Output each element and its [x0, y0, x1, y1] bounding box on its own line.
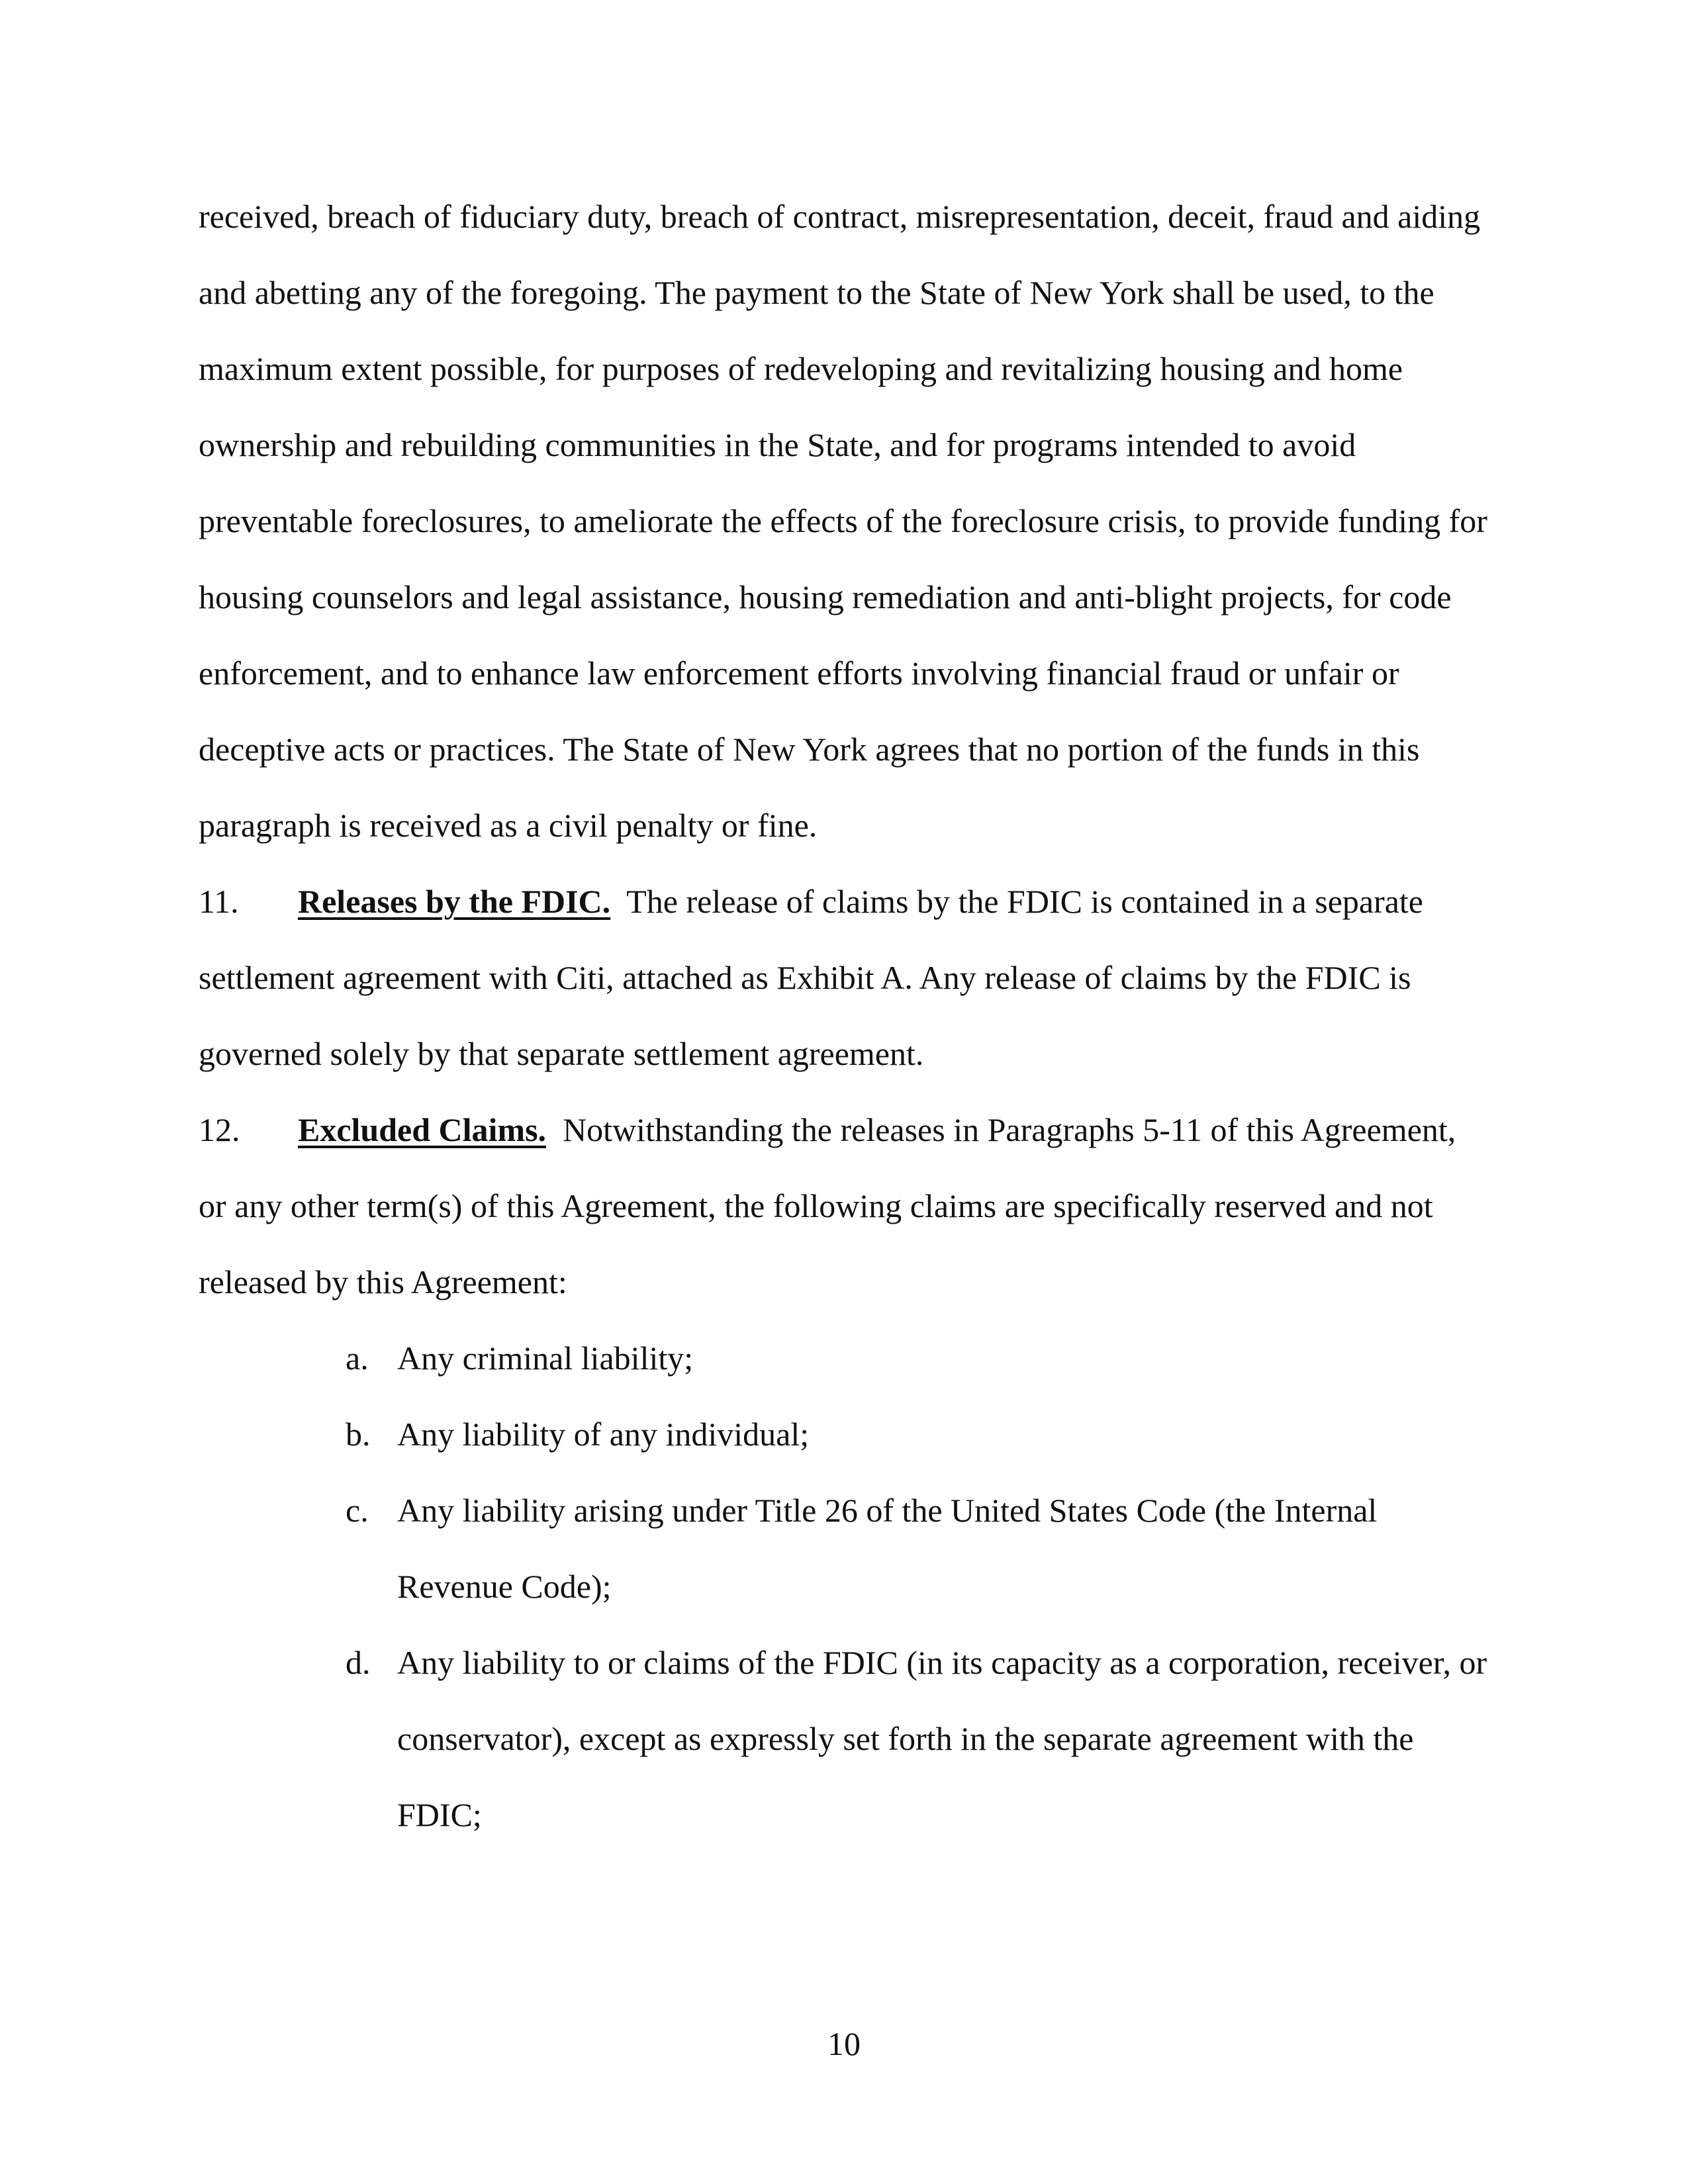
list-item-letter: d.	[346, 1644, 371, 1681]
page-number: 10	[827, 2025, 861, 2062]
paragraph-line: paragraph is received as a civil penalty or fine.	[199, 807, 818, 844]
section-11-first-line-text: The release of claims by the FDIC is contained in a separate	[610, 883, 1424, 920]
list-item-line: Any liability of any individual;	[397, 1416, 810, 1453]
list-item-line: Any liability arising under Title 26 of the United States Code (the Internal	[397, 1492, 1378, 1529]
section-11-first-line	[298, 882, 1423, 921]
paragraph-line: received, breach of fiduciary duty, breach of contract, misrepresentation, deceit, fraud and aiding	[199, 198, 1481, 235]
section-12-first-line-text: Notwithstanding the releases in Paragraphs 5-11 of this Agreement,	[546, 1111, 1456, 1148]
section-12-heading: Excluded Claims.	[298, 1111, 547, 1148]
paragraph-line: deceptive acts or practices. The State of New York agrees that no portion of the funds in this	[199, 731, 1420, 768]
paragraph-line: released by this Agreement:	[199, 1263, 567, 1300]
list-item-letter: a.	[346, 1340, 369, 1377]
paragraph-line: settlement agreement with Citi, attached as Exhibit A. Any release of claims by the FDIC is	[199, 959, 1411, 996]
paragraph-line: enforcement, and to enhance law enforcement efforts involving financial fraud or unfair or	[199, 655, 1399, 692]
list-item-line: FDIC;	[397, 1796, 482, 1833]
section-11-heading: Releases by the FDIC.	[298, 883, 611, 920]
paragraph-line: maximum extent possible, for purposes of redeveloping and revitalizing housing and home	[199, 350, 1403, 387]
list-item-line: Any criminal liability;	[397, 1340, 694, 1377]
paragraph-line: housing counselors and legal assistance, housing remediation and anti-blight projects, for code	[199, 578, 1452, 615]
list-item-letter: b.	[346, 1416, 371, 1453]
paragraph-line: or any other term(s) of this Agreement, the following claims are specifically reserved and not	[199, 1187, 1433, 1224]
paragraph-line: ownership and rebuilding communities in the State, and for programs intended to avoid	[199, 426, 1356, 463]
paragraph-line: and abetting any of the foregoing. The payment to the State of New York shall be used, to the	[199, 274, 1434, 311]
section-11-number: 11.	[199, 883, 239, 920]
paragraph-line: governed solely by that separate settlement agreement.	[199, 1035, 924, 1072]
list-item-line: conservator), except as expressly set forth in the separate agreement with the	[397, 1720, 1414, 1757]
section-12-number: 12.	[199, 1111, 240, 1148]
list-item-letter: c.	[346, 1492, 369, 1529]
section-12-first-line	[298, 1110, 1456, 1150]
paragraph-line: preventable foreclosures, to ameliorate the effects of the foreclosure crisis, to provide funding for	[199, 502, 1487, 539]
list-item-line: Revenue Code);	[397, 1568, 612, 1605]
list-item-line: Any liability to or claims of the FDIC (in its capacity as a corporation, receiver, or	[397, 1644, 1487, 1681]
